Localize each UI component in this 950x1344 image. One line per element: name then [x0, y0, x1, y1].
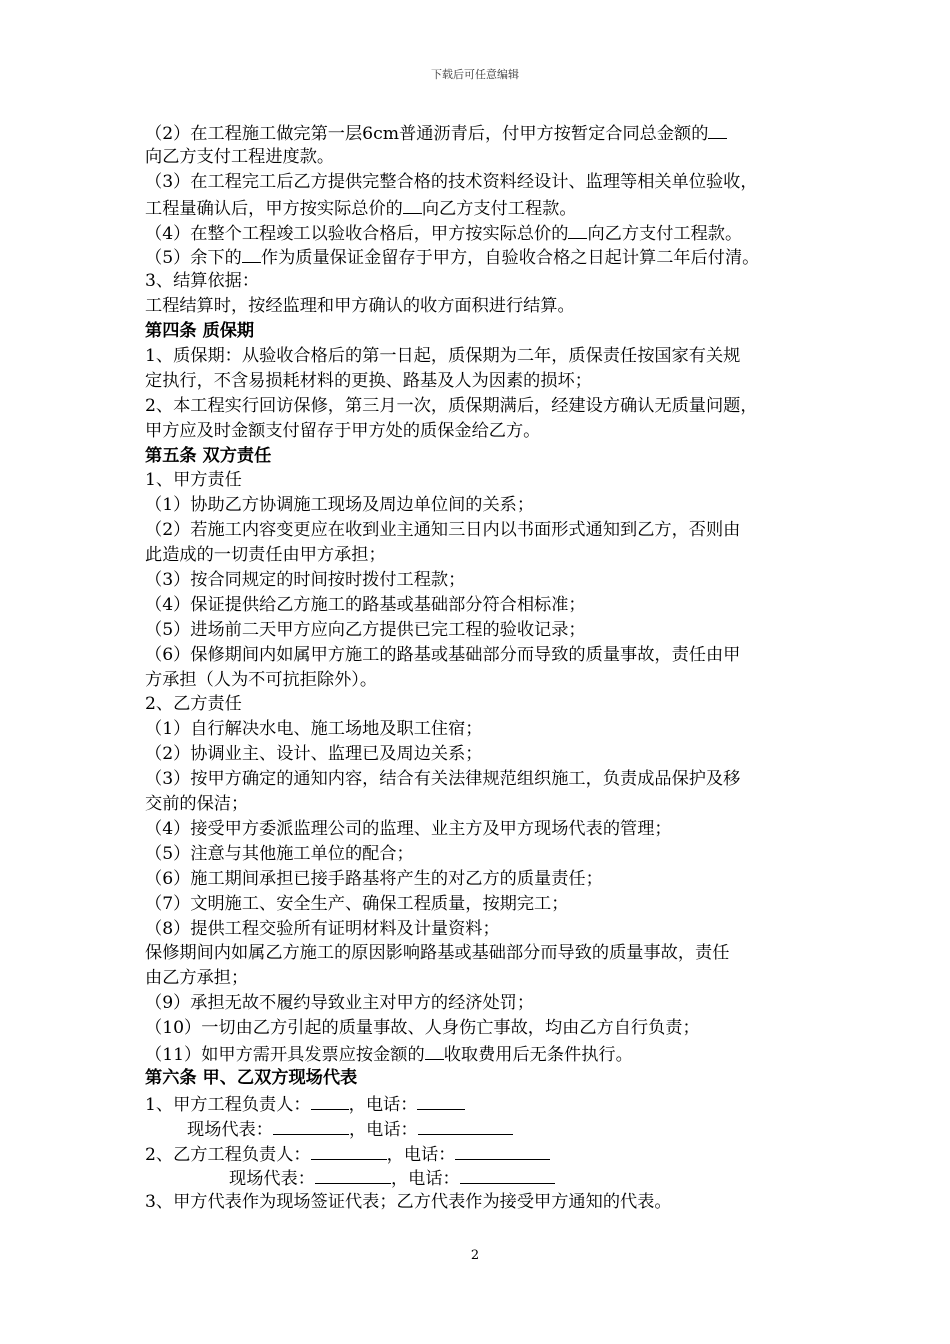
text-line: 工程量确认后，甲方按实际总价的 向乙方支付工程款。: [145, 195, 825, 220]
text-line: （1）自行解决水电、施工场地及职工住宿；: [145, 719, 483, 740]
document-body: [145, 120, 825, 1215]
text-line: （8）提供工程交验所有证明材料及计量资料；: [145, 918, 500, 939]
text-line: 工程结算时，按经监理和甲方确认的收方面积进行结算。: [145, 296, 575, 317]
text-line: 向乙方支付工程进度款。: [145, 146, 335, 167]
section-heading: 第五条 双方责任: [145, 445, 272, 466]
text-line: 3、甲方代表作为现场签证代表；乙方代表作为接受甲方通知的代表。: [145, 1192, 672, 1213]
text-line: 交前的保洁；: [145, 794, 249, 815]
text-line: （5）进场前二天甲方应向乙方提供已完工程的验收记录；: [145, 619, 586, 640]
blank-field: [455, 1141, 550, 1160]
text-line: 1、质保期：从验收合格后的第一日起，质保期为二年，质保责任按国家有关规: [145, 346, 741, 367]
text-line: （3）按合同规定的时间按时拨付工程款；: [145, 570, 466, 591]
text-line: （2）在工程施工做完第一层6cm普通沥青后，付甲方按暂定合同总金额的: [145, 120, 825, 145]
text-line: （4）保证提供给乙方施工的路基或基础部分符合相标准；: [145, 594, 586, 615]
text-line: （6）施工期间承担已接手路基将产生的对乙方的质量责任；: [145, 868, 603, 889]
text-line: （9）承担无故不履约导致业主对甲方的经济处罚；: [145, 993, 535, 1014]
text-line: （5）注意与其他施工单位的配合；: [145, 843, 414, 864]
text-line: （6）保修期间内如属甲方施工的路基或基础部分而导致的质量事故，责任由甲: [145, 644, 741, 665]
blank-field: [242, 244, 261, 263]
text-line: 2、乙方责任: [145, 694, 242, 715]
text-line: 2、本工程实行回访保修，第三月一次，质保期满后，经建设方确认无质量问题，: [145, 395, 758, 416]
blank-field: [418, 1116, 513, 1135]
text-line: 2、乙方工程负责人： ，电话：: [145, 1141, 825, 1166]
text-line: （10）一切由乙方引起的质量事故、人身伤亡事故，均由乙方自行负责；: [145, 1018, 700, 1039]
text-line: 3、结算依据：: [145, 271, 260, 292]
page-number: 2: [470, 1248, 480, 1263]
section-heading: 第四条 质保期: [145, 321, 255, 342]
blank-field: [311, 1141, 387, 1160]
text-line: （4）接受甲方委派监理公司的监理、业主方及甲方现场代表的管理；: [145, 818, 672, 839]
blank-field: [425, 1041, 444, 1060]
text-line: 甲方应及时金额支付留存于甲方处的质保金给乙方。: [145, 420, 541, 441]
blank-field: [708, 120, 727, 139]
text-line: （7）文明施工、安全生产、确保工程质量，按期完工；: [145, 893, 569, 914]
text-line: 此造成的一切责任由甲方承担；: [145, 545, 386, 566]
blank-field: [273, 1116, 349, 1135]
text-line: 现场代表： ，电话：: [145, 1165, 825, 1190]
text-line: （2）协调业主、设计、监理已及周边关系；: [145, 744, 483, 765]
text-line: 定执行，不含易损耗材料的更换、路基及人为因素的损坏；: [145, 370, 592, 391]
blank-field: [417, 1091, 465, 1110]
text-line: 由乙方承担；: [145, 968, 249, 989]
text-line: （5）余下的 作为质量保证金留存于甲方，自验收合格之日起计算二年后付清。: [145, 244, 825, 269]
text-line: 1、甲方工程负责人： ，电话：: [145, 1091, 825, 1116]
text-line: （1）协助乙方协调施工现场及周边单位间的关系；: [145, 495, 535, 516]
blank-field: [311, 1091, 349, 1110]
text-line: （11）如甲方需开具发票应按金额的 收取费用后无条件执行。: [145, 1041, 825, 1066]
blank-field: [315, 1165, 391, 1184]
section-heading: 第六条 甲、乙双方现场代表: [145, 1067, 358, 1088]
text-line: （4）在整个工程竣工以验收合格后，甲方按实际总价的 向乙方支付工程款。: [145, 220, 825, 245]
blank-field: [568, 220, 587, 239]
blank-field: [460, 1165, 555, 1184]
page-header: 下载后可任意编辑: [431, 68, 519, 81]
text-line: 1、甲方责任: [145, 470, 242, 491]
text-line: 方承担（人为不可抗拒除外）。: [145, 669, 378, 690]
text-line: 现场代表： ，电话：: [145, 1116, 825, 1141]
text-line: （2）若施工内容变更应在收到业主通知三日内以书面形式通知到乙方，否则由: [145, 520, 741, 541]
text-line: （3）在工程完工后乙方提供完整合格的技术资料经设计、监理等相关单位验收，: [145, 171, 758, 192]
text-line: （3）按甲方确定的通知内容，结合有关法律规范组织施工，负责成品保护及移: [145, 769, 741, 790]
blank-field: [403, 195, 422, 214]
text-line: 保修期间内如属乙方施工的原因影响路基或基础部分而导致的质量事故，责任: [145, 943, 730, 964]
